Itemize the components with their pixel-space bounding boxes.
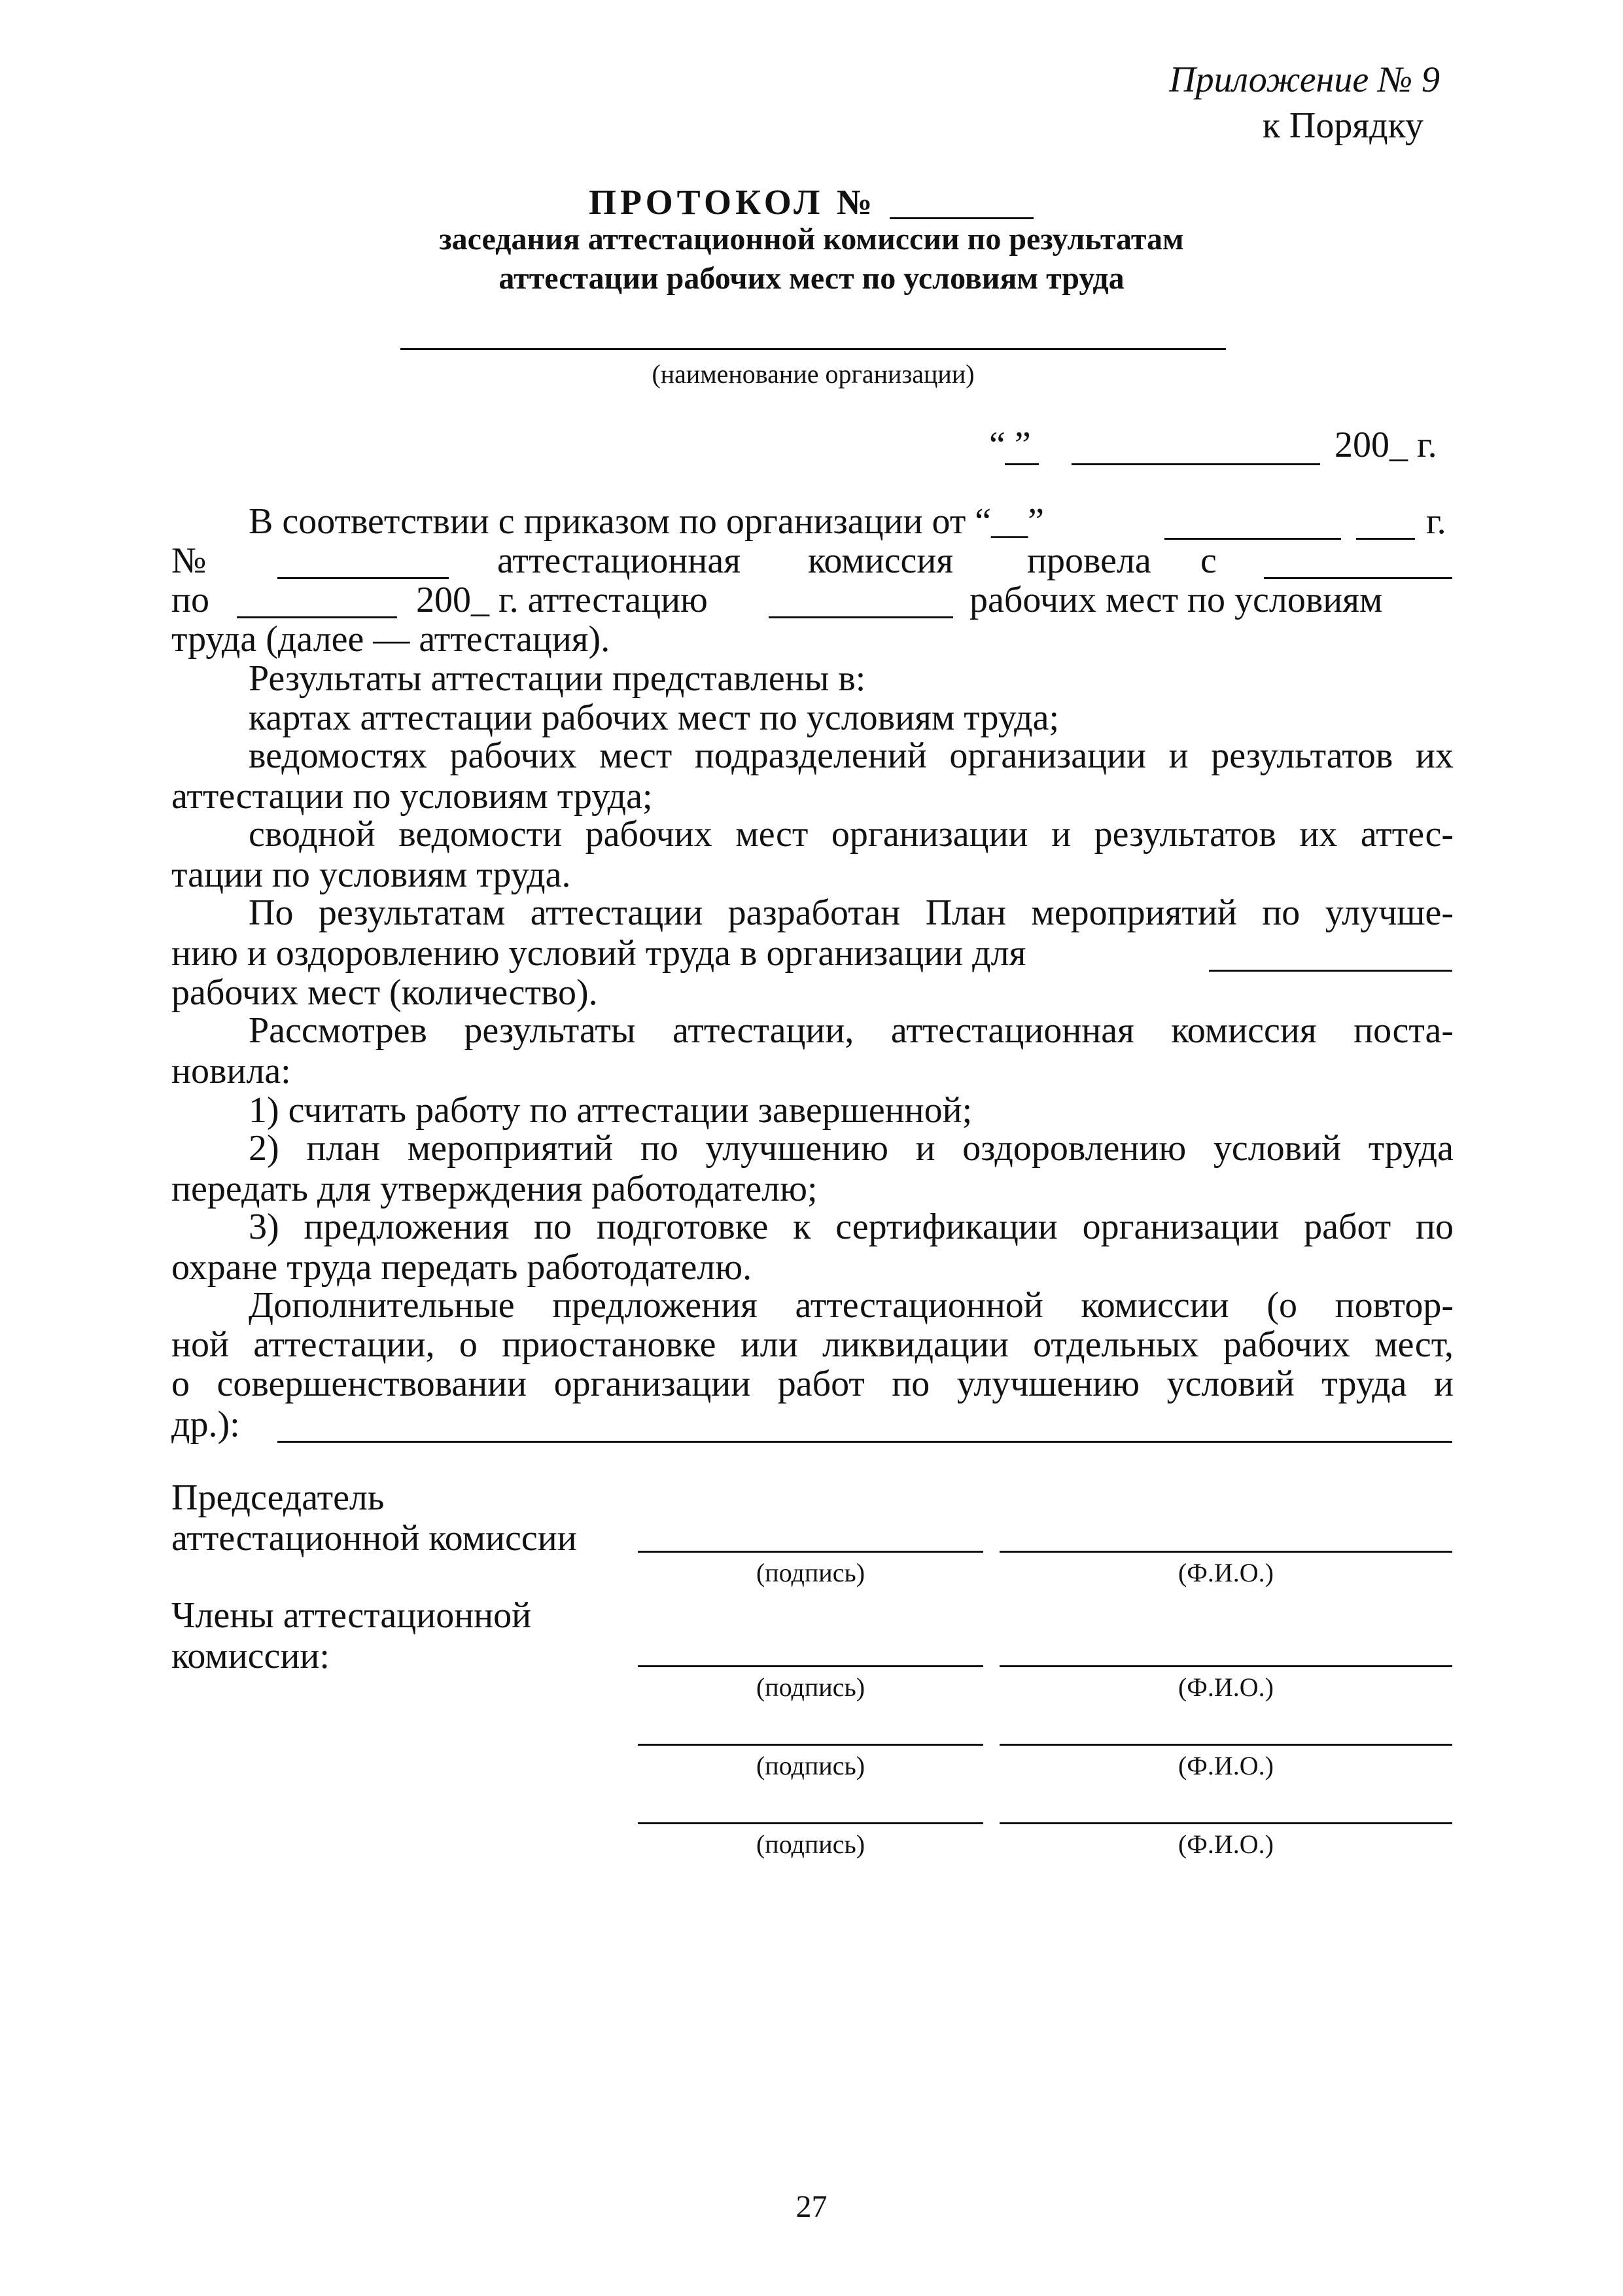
protocol-title: ПРОТОКОЛ № — [589, 183, 877, 222]
organization-name-field[interactable] — [400, 348, 1226, 350]
commission-word-2: комиссия — [808, 540, 954, 581]
workplaces-count-field[interactable] — [769, 616, 953, 618]
results-item-statements-line1: ведомостях рабочих мест подразделений организации и результатов их — [249, 735, 1454, 776]
member-2-name-caption: (Ф.И.О.) — [1178, 1751, 1274, 1780]
additional-proposals-line2: ной аттестации, о приостановке или ликвидации отдельных рабочих мест, — [171, 1324, 1454, 1365]
order-date-year-field[interactable] — [1356, 538, 1415, 540]
decision-item-2-line2: передать для утверждения работодателю; — [171, 1169, 818, 1209]
member-2-signature-field[interactable] — [638, 1744, 983, 1746]
member-1-name-field[interactable] — [1000, 1665, 1452, 1667]
chair-name-field[interactable] — [1000, 1551, 1452, 1553]
member-1-name-caption: (Ф.И.О.) — [1178, 1672, 1274, 1702]
plan-paragraph-line3: рабочих мест (количество). — [171, 972, 598, 1013]
members-label-line1: Члены аттестационной — [171, 1595, 532, 1636]
commission-word-4: с — [1200, 540, 1217, 581]
chair-name-caption: (Ф.И.О.) — [1178, 1558, 1274, 1587]
number-sign: № — [171, 540, 207, 581]
member-1-signature-caption: (подпись) — [756, 1672, 865, 1702]
member-3-signature-field[interactable] — [638, 1822, 983, 1824]
plan-paragraph-line1: По результатам аттестации разработан План мероприятий по улучше- — [249, 892, 1454, 933]
date-quotes: “ ” — [989, 425, 1031, 465]
protocol-subtitle-line1: заседания аттестационной комиссии по результатам — [439, 222, 1184, 256]
member-2-signature-caption: (подпись) — [756, 1751, 865, 1780]
plan-paragraph-line2: нию и оздоровлению условий труда в организации для — [171, 933, 1026, 974]
chair-label-line1: Председатель — [171, 1477, 385, 1518]
member-1-signature-field[interactable] — [638, 1665, 983, 1667]
additional-proposals-line1: Дополнительные предложения аттестационной комиссии (о повтор- — [249, 1285, 1454, 1326]
paragraph-1-end: труда (далее — аттестация). — [171, 619, 610, 660]
decision-item-3-line1: 3) предложения по подготовке к сертификации организации работ по — [249, 1207, 1454, 1247]
member-2-name-field[interactable] — [1000, 1744, 1452, 1746]
order-date-month-field[interactable] — [1164, 538, 1341, 540]
appendix-label: Приложение № 9 — [1169, 60, 1440, 100]
results-intro: Результаты аттестации представлены в: — [249, 658, 866, 699]
period-po: по — [171, 580, 209, 620]
commission-word-3: провела — [1027, 540, 1151, 581]
workplaces-text: рабочих мест по условиям — [969, 580, 1383, 620]
additional-proposals-field[interactable] — [277, 1441, 1452, 1443]
decision-intro-line1: Рассмотрев результаты аттестации, аттестационная комиссия поста- — [249, 1010, 1454, 1051]
additional-proposals-line4: др.): — [171, 1404, 240, 1445]
decision-item-1: 1) считать работу по аттестации завершенной; — [249, 1090, 973, 1131]
commission-word-1: аттестационная — [497, 540, 741, 581]
date-day-field[interactable] — [1005, 463, 1039, 465]
chair-signature-caption: (подпись) — [756, 1558, 865, 1587]
results-item-summary-line2: тации по условиям труда. — [171, 855, 571, 895]
results-item-cards: картах аттестации рабочих мест по условиям труда; — [249, 698, 1060, 738]
decision-intro-line2: новила: — [171, 1051, 291, 1091]
organization-name-caption: (наименование организации) — [652, 359, 975, 389]
decision-item-2-line1: 2) план мероприятий по улучшению и оздоровлению условий труда — [249, 1128, 1454, 1169]
page-number: 27 — [795, 2189, 828, 2224]
date-year: 200_ г. — [1335, 425, 1437, 465]
date-month-field[interactable] — [1072, 463, 1320, 465]
protocol-number-field[interactable] — [890, 217, 1034, 219]
results-item-statements-line2: аттестации по условиям труда; — [171, 776, 653, 817]
order-date-text: В соответствии с приказом по организации от “__” — [249, 501, 1045, 542]
plan-workplaces-field[interactable] — [1209, 970, 1452, 972]
member-3-signature-caption: (подпись) — [756, 1829, 865, 1859]
attestation-year-text: 200_ г. аттестацию — [416, 580, 708, 620]
protocol-subtitle-line2: аттестации рабочих мест по условиям труда — [498, 261, 1125, 296]
chair-signature-field[interactable] — [638, 1551, 983, 1553]
members-label-line2: комиссии: — [171, 1636, 330, 1676]
appendix-reference: к Порядку — [1262, 105, 1423, 146]
chair-label-line2: аттестационной комиссии — [171, 1518, 577, 1559]
decision-item-3-line2: охране труда передать работодателю. — [171, 1247, 752, 1288]
additional-proposals-line3: о совершенствовании организации работ по улучшению условий труда и — [171, 1364, 1454, 1404]
member-3-name-field[interactable] — [1000, 1822, 1452, 1824]
order-year-suffix: г. — [1426, 501, 1446, 542]
results-item-summary-line1: сводной ведомости рабочих мест организации и результатов их аттес- — [249, 814, 1454, 855]
member-3-name-caption: (Ф.И.О.) — [1178, 1829, 1274, 1859]
